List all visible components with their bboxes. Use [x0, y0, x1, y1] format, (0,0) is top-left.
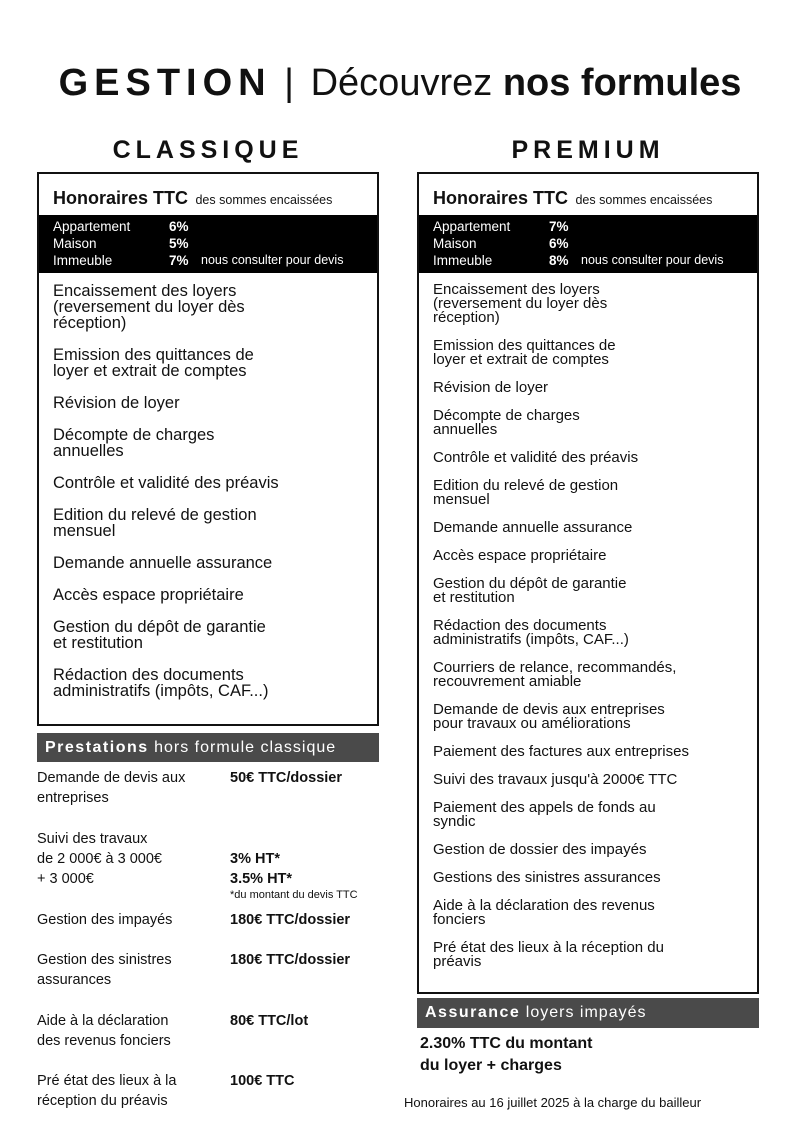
assurance-band-rest: loyers impayés: [525, 1004, 647, 1021]
prestation-label: [37, 1011, 222, 1051]
rate-row: [433, 252, 757, 269]
service-item: [433, 577, 751, 605]
service-item: [433, 703, 751, 731]
service-item: [433, 479, 751, 507]
service-line: Rédaction des documents: [53, 666, 244, 684]
service-line: préavis: [433, 953, 482, 970]
prestation-label-line: Suivi des travaux: [37, 831, 148, 847]
service-item: [53, 667, 371, 699]
service-line: Accès espace propriétaire: [53, 586, 244, 604]
honoraires-footnote: Honoraires au 16 juillet 2025 à la charge du bailleur: [404, 1095, 702, 1110]
service-line: Edition du relevé de gestion: [53, 506, 257, 524]
rate-label: Maison: [433, 236, 477, 251]
service-line: Accès espace propriétaire: [433, 547, 607, 564]
service-item: [433, 409, 751, 437]
prestations-band: [37, 733, 379, 762]
prestation-price: [230, 1071, 400, 1091]
service-item: [433, 339, 751, 367]
prestations-band-bold: Prestations: [45, 739, 149, 756]
premium-heading: PREMIUM: [511, 136, 665, 164]
service-line: Aide à la déclaration des revenus: [433, 897, 655, 914]
service-line: Révision de loyer: [53, 394, 180, 412]
service-item: [53, 507, 371, 539]
prestation-label-line: de 2 000€ à 3 000€: [37, 851, 162, 867]
prestation-label-line: Pré état des lieux à la: [37, 1073, 177, 1089]
rate-value: 7%: [169, 253, 189, 268]
assurance-band: [417, 998, 759, 1028]
service-line: Gestion du dépôt de garantie: [53, 618, 266, 636]
prestation-label: [37, 1071, 222, 1111]
service-item: [433, 283, 751, 325]
service-line: loyer et extrait de comptes: [433, 351, 609, 368]
service-line: Paiement des factures aux entreprises: [433, 743, 689, 760]
prestation-label-line: Demande de devis aux: [37, 770, 186, 786]
service-line: Encaissement des loyers: [433, 281, 600, 298]
service-line: Demande annuelle assurance: [433, 519, 633, 536]
prestation-label: [37, 829, 222, 889]
rate-value: 5%: [169, 236, 189, 251]
rate-label: Immeuble: [53, 253, 113, 268]
rate-label: Appartement: [53, 219, 131, 234]
service-line: syndic: [433, 813, 476, 830]
service-item: [433, 619, 751, 647]
prestation-label-line: Gestion des sinistres: [37, 952, 172, 968]
service-line: Gestion de dossier des impayés: [433, 841, 647, 858]
prestation-price-line: 3.5% HT*: [230, 871, 293, 887]
service-line: Suivi des travaux jusqu'à 2000€ TTC: [433, 771, 678, 788]
prestation-label: [37, 768, 222, 808]
service-item: [53, 555, 371, 571]
service-line: Emission des quittances de: [433, 337, 616, 354]
service-item: [53, 283, 371, 331]
title-prefix: Découvrez: [310, 62, 493, 104]
service-line: (reversement du loyer dès: [53, 298, 245, 316]
service-line: Pré état des lieux à la réception du: [433, 939, 664, 956]
prestation-price-line: 180€ TTC/dossier: [230, 912, 351, 928]
prestation-price: [230, 910, 400, 930]
service-line: annuelles: [433, 421, 498, 438]
prestation-price-line: 3% HT*: [230, 851, 280, 867]
service-line: (reversement du loyer dès: [433, 295, 608, 312]
service-item: [433, 843, 751, 857]
service-item: [53, 347, 371, 379]
service-item: [433, 801, 751, 829]
prestation-label-line: Aide à la déclaration: [37, 1013, 169, 1029]
honoraires-heading: [39, 174, 377, 215]
prestation-price-line: [230, 829, 400, 849]
service-item: [53, 619, 371, 651]
rate-note: nous consulter pour devis: [201, 253, 344, 267]
service-line: Décompte de charges: [53, 426, 215, 444]
classique-formula-box: [37, 172, 379, 726]
service-item: [433, 549, 751, 563]
service-line: réception): [53, 314, 127, 332]
prestation-price-line: 180€ TTC/dossier: [230, 952, 351, 968]
prestation-label-line: réception du préavis: [37, 1093, 168, 1109]
prestation-price: [230, 768, 400, 788]
assurance-rate-line: du loyer + charges: [420, 1057, 562, 1074]
service-item: [53, 395, 371, 411]
service-line: Courriers de relance, recommandés,: [433, 659, 677, 676]
assurance-rate: [420, 1033, 592, 1077]
prestation-label-line: assurances: [37, 972, 112, 988]
title-emphasis: nos formules: [502, 62, 742, 104]
prestation-note: *du montant du devis TTC: [230, 889, 358, 901]
service-line: Encaissement des loyers: [53, 282, 237, 300]
prestation-label: [37, 910, 222, 930]
rate-value: 8%: [549, 253, 569, 268]
service-line: Contrôle et validité des préavis: [53, 474, 279, 492]
service-line: pour travaux ou améliorations: [433, 715, 631, 732]
rates-table: [39, 215, 377, 273]
service-item: [433, 871, 751, 885]
prestation-label-line: Gestion des impayés: [37, 912, 173, 928]
service-line: Emission des quittances de: [53, 346, 254, 364]
premium-formula-box: [417, 172, 759, 994]
rate-row: [53, 252, 377, 269]
prestation-label-line: + 3 000€: [37, 871, 94, 887]
title-separator: |: [284, 62, 295, 104]
honoraires-heading: [419, 174, 757, 215]
rate-label: Maison: [53, 236, 97, 251]
prestation-price: [230, 1011, 400, 1031]
service-line: Contrôle et validité des préavis: [433, 449, 639, 466]
rate-row: [433, 218, 757, 235]
service-item: [53, 475, 371, 491]
rate-label: Appartement: [433, 219, 511, 234]
prestation-price-line: 100€ TTC: [230, 1073, 295, 1089]
honoraires-subtitle: des sommes encaissées: [195, 193, 333, 207]
page-title: [0, 62, 800, 105]
service-line: administratifs (impôts, CAF...): [53, 682, 269, 700]
rate-row: [433, 235, 757, 252]
prestation-price: [230, 829, 400, 901]
service-item: [433, 941, 751, 969]
service-line: recouvrement amiable: [433, 673, 582, 690]
service-line: Rédaction des documents: [433, 617, 607, 634]
service-line: annuelles: [53, 442, 124, 460]
service-line: Edition du relevé de gestion: [433, 477, 619, 494]
service-line: mensuel: [53, 522, 116, 540]
service-item: [433, 521, 751, 535]
service-line: Décompte de charges: [433, 407, 580, 424]
service-line: Gestions des sinistres assurances: [433, 869, 661, 886]
service-line: mensuel: [433, 491, 490, 508]
service-line: et restitution: [53, 634, 143, 652]
service-item: [53, 587, 371, 603]
prestation-label-line: des revenus fonciers: [37, 1033, 171, 1049]
honoraires-label: Honoraires TTC: [433, 188, 569, 208]
rates-table: [419, 215, 757, 273]
service-line: Révision de loyer: [433, 379, 549, 396]
service-line: Demande de devis aux entreprises: [433, 701, 665, 718]
prestation-price: [230, 950, 400, 970]
prestation-label-line: entreprises: [37, 790, 109, 806]
prestations-band-rest: hors formule classique: [154, 739, 337, 756]
service-item: [53, 427, 371, 459]
service-line: réception): [433, 309, 500, 326]
service-item: [433, 451, 751, 465]
service-item: [433, 773, 751, 787]
service-item: [433, 381, 751, 395]
service-line: fonciers: [433, 911, 486, 928]
honoraires-label: Honoraires TTC: [53, 188, 189, 208]
service-line: Demande annuelle assurance: [53, 554, 273, 572]
services-list: [419, 273, 757, 969]
assurance-band-bold: Assurance: [425, 1004, 521, 1021]
service-line: Gestion du dépôt de garantie: [433, 575, 627, 592]
title-brand: GESTION: [58, 62, 272, 104]
service-item: [433, 899, 751, 927]
honoraires-subtitle: des sommes encaissées: [575, 193, 713, 207]
rate-row: [53, 218, 377, 235]
rate-value: 6%: [549, 236, 569, 251]
rate-note: nous consulter pour devis: [581, 253, 724, 267]
rate-label: Immeuble: [433, 253, 493, 268]
service-line: Paiement des appels de fonds au: [433, 799, 656, 816]
service-item: [433, 661, 751, 689]
service-item: [433, 745, 751, 759]
rate-value: 7%: [549, 219, 569, 234]
prestation-price-line: 80€ TTC/lot: [230, 1013, 309, 1029]
service-line: et restitution: [433, 589, 515, 606]
rate-row: [53, 235, 377, 252]
services-list: [39, 273, 377, 699]
assurance-rate-line: 2.30% TTC du montant: [420, 1035, 593, 1052]
service-line: loyer et extrait de comptes: [53, 362, 247, 380]
rate-value: 6%: [169, 219, 189, 234]
service-line: administratifs (impôts, CAF...): [433, 631, 629, 648]
classique-heading: CLASSIQUE: [112, 136, 304, 164]
prestation-price-line: 50€ TTC/dossier: [230, 770, 343, 786]
prestation-label: [37, 950, 222, 990]
